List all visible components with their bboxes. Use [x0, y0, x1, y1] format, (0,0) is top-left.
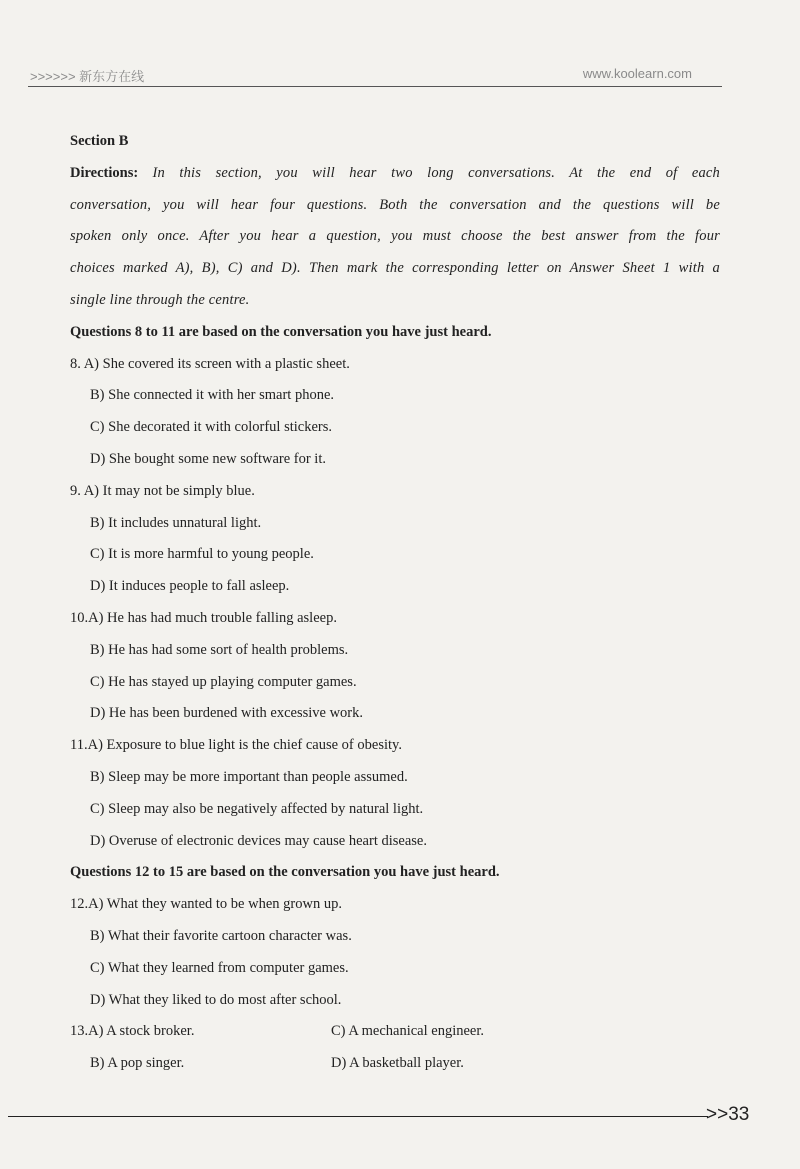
header-url: www.koolearn.com [582, 66, 692, 81]
header-divider [28, 86, 722, 87]
question-11-option-d: D) Overuse of electronic devices may cause heart disease. [90, 832, 427, 849]
section-title: Section B [70, 133, 129, 149]
question-9-option-b: B) It includes unnatural light. [90, 514, 262, 531]
question-number: 13. [70, 1023, 89, 1040]
question-10-option-c: C) He has stayed up playing computer games. [90, 673, 357, 690]
question-13-option-c: C) A mechanical engineer. [331, 1023, 485, 1040]
question-number: 11. [70, 737, 88, 754]
directions-text: In this section, you will hear two long conversations. At the end of each [152, 164, 721, 181]
question-13-option-d: D) A basketball player. [331, 1055, 464, 1072]
question-12-option-d: D) What they liked to do most after school. [90, 991, 342, 1008]
option-text: A) She covered its screen with a plastic sheet. [83, 355, 350, 372]
question-9-option-d: D) It induces people to fall asleep. [90, 578, 290, 595]
directions-line-3: spoken only once. After you hear a question, you must choose the best answer from the four [70, 228, 720, 245]
question-8-option-a [70, 349, 720, 381]
question-8-option-b: B) She connected it with her smart phone. [90, 387, 335, 404]
question-13-option-a [70, 1016, 331, 1048]
footer-divider [8, 1116, 708, 1117]
question-8-option-d: D) She bought some new software for it. [90, 450, 326, 467]
question-12-option-c: C) What they learned from computer games. [90, 959, 349, 976]
group2-heading: Questions 12 to 15 are based on the conversation you have just heard. [70, 864, 500, 881]
question-9-option-c: C) It is more harmful to young people. [90, 546, 314, 563]
page-content [70, 126, 720, 1080]
option-text: A) He has had much trouble falling asleep. [88, 609, 337, 626]
question-11-option-c: C) Sleep may also be negatively affected by natural light. [90, 800, 424, 817]
header-brand: >>>>>> 新东方在线 [30, 69, 145, 84]
question-10-option-b: B) He has had some sort of health problems. [90, 641, 349, 658]
question-13-row-1 [70, 1016, 720, 1048]
option-text: A) A stock broker. [88, 1023, 195, 1040]
directions-line-1 [70, 158, 720, 190]
question-10-option-d: D) He has been burdened with excessive work. [90, 705, 363, 722]
question-number: 12. [70, 896, 89, 913]
directions-line-4: choices marked A), B), C) and D). Then mark the corresponding letter on Answer Sheet 1 with a [70, 260, 720, 277]
directions-line-2: conversation, you will hear four questions. Both the conversation and the questions will be [70, 196, 720, 213]
page-number: >>33 [706, 1104, 750, 1125]
question-number: 10. [70, 609, 89, 626]
option-text: A) Exposure to blue light is the chief cause of obesity. [87, 737, 402, 754]
question-12-option-b: B) What their favorite cartoon character was. [90, 927, 352, 944]
question-9-option-a [70, 476, 720, 508]
question-10-option-a [70, 603, 720, 635]
question-number: 8. [70, 355, 81, 372]
question-11-option-b: B) Sleep may be more important than people assumed. [90, 768, 408, 785]
question-13-row-2 [70, 1048, 720, 1080]
question-number: 9. [70, 482, 81, 499]
directions-line-5: single line through the centre. [70, 291, 250, 308]
question-8-option-c: C) She decorated it with colorful stickers. [90, 419, 333, 436]
group1-heading: Questions 8 to 11 are based on the conversation you have just heard. [70, 323, 492, 340]
option-text: A) What they wanted to be when grown up. [88, 896, 342, 913]
question-11-option-a [70, 730, 720, 762]
question-12-option-a [70, 889, 720, 921]
question-13-option-b: B) A pop singer. [90, 1055, 185, 1072]
directions-label: Directions: [70, 164, 139, 181]
option-text: A) It may not be simply blue. [83, 482, 255, 499]
